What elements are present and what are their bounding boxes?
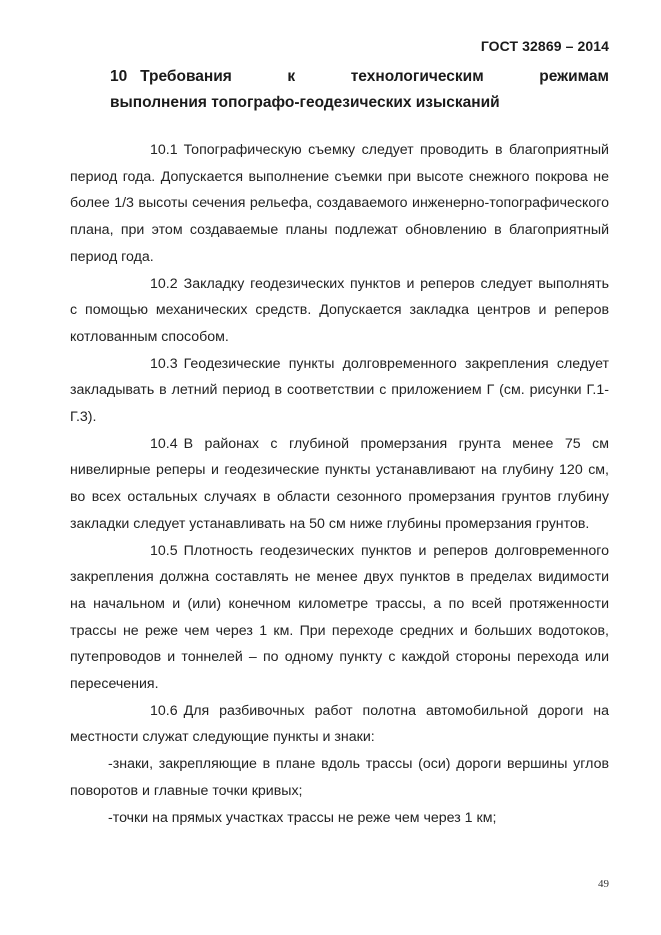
paragraph-10-3: [70, 351, 609, 431]
list-item: -знаки, закрепляющие в плане вдоль трассы (оси) дороги вершины углов поворотов и главные точки кривых;: [70, 756, 609, 799]
paragraph-10-4: [70, 431, 609, 538]
section-heading-line-1: [110, 64, 609, 90]
paragraph-number: 10.3: [150, 355, 178, 372]
paragraph-text: Топографическую съемку следует проводить в благоприятный период года. Допускается выполнение съемки при высоте снежного покрова не более 1/3 высоты сечения рельефа, создаваемого инженерно-топографического плана, при этом создаваемые планы подлежат обновлению в благоприятный период года.: [70, 142, 609, 265]
list-item: -точки на прямых участках трассы не реже чем через 1 км;: [108, 809, 497, 826]
section-title-word: к: [287, 68, 296, 85]
paragraph-10-2: [70, 271, 609, 351]
paragraph-text: Для разбивочных работ полотна автомобильной дороги на местности служат следующие пункты и знаки:: [70, 702, 609, 746]
section-title-word: режимам: [539, 68, 609, 85]
section-heading-line-2: выполнения топографо-геодезических изысканий: [110, 94, 500, 111]
section-title-word: технологическим: [350, 68, 484, 85]
paragraph-number: 10.1: [150, 142, 178, 158]
paragraph-text: Геодезические пункты долговременного закрепления следует закладывать в летний период в соответствии с приложением Г (см. рисунки Г.1-Г.3).: [70, 355, 609, 426]
paragraph-text: Плотность геодезических пунктов и реперов долговременного закрепления должна составлять не менее двух пунктов в пределах видимости на начальном и (или) конечном километре трассы, а по всей протяженности трассы не реже чем через 1 км. При переходе средних и больших водотоков, путепроводов и тоннелей – по одному пункту с каждой стороны перехода или пересечения.: [70, 542, 609, 693]
section-heading: [110, 64, 609, 116]
paragraph-10-1: [70, 137, 609, 271]
paragraph-number: 10.2: [150, 275, 178, 292]
paragraph-number: 10.4: [150, 435, 178, 452]
section-number: 10 Требования: [110, 68, 232, 85]
paragraph-text: Закладку геодезических пунктов и реперов следует выполнять с помощью механических средств. Допускается закладка центров и реперов котлованным способом.: [70, 275, 609, 345]
paragraph-number: 10.5: [150, 542, 178, 559]
page-number: 49: [598, 878, 609, 890]
document-body: [70, 137, 609, 831]
document-code: ГОСТ 32869 – 2014: [480, 38, 609, 54]
paragraph-text: В районах с глубиной промерзания грунта менее 75 см нивелирные реперы и геодезические пункты устанавливают на глубину 120 см, во всех остальных случаях в области сезонного промерзания грунтов глубину закладки следует устанавливать на 50 см ниже глубины промерзания грунтов.: [70, 435, 609, 532]
paragraph-10-5: [70, 538, 609, 698]
paragraph-number: 10.6: [150, 702, 178, 719]
paragraph-10-6: [70, 698, 609, 751]
